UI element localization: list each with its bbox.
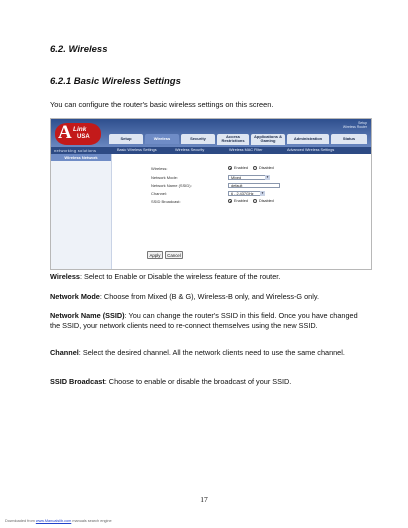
subsection-heading: 6.2.1 Basic Wireless Settings [50, 76, 181, 87]
tab-wireless[interactable]: Wireless [145, 134, 179, 144]
ssid-label: Network Name (SSID): [151, 183, 192, 188]
paragraph-network-mode: Network Mode: Choose from Mixed (B & G), Wireless-B only, and Wireless-G only. [50, 292, 319, 301]
download-footer: Downloaded from www.Manualslib.com manuals search engine [5, 519, 112, 523]
chevron-down-icon[interactable]: ▾ [266, 174, 269, 179]
wireless-enabled-radio[interactable] [228, 166, 232, 170]
channel-select[interactable]: 6 - 2.437GHz [228, 191, 264, 197]
subtab-basic-wireless[interactable]: Basic Wireless Settings [117, 148, 157, 152]
brand-logo: A Link USA [55, 123, 101, 145]
apply-button[interactable]: Apply [147, 251, 163, 259]
tab-administration[interactable]: Administration [287, 134, 329, 144]
tab-security[interactable]: Security [181, 134, 215, 144]
wireless-enabled-label: Enabled [234, 166, 248, 170]
wireless-disabled-radio[interactable] [253, 166, 257, 170]
tab-applications-gaming[interactable]: Applications & Gaming [251, 134, 285, 145]
paragraph-ssid-broadcast: SSID Broadcast: Choose to enable or disable the broadcast of your SSID. [50, 377, 292, 386]
intro-text: You can configure the router's basic wireless settings on this screen. [50, 100, 274, 109]
ssid-input[interactable]: default [228, 183, 280, 189]
paragraph-channel: Channel: Select the desired channel. All the network clients need to use the same channel. [50, 348, 345, 357]
brand-tagline: networking solutions [54, 148, 97, 153]
broadcast-disabled-radio[interactable] [253, 199, 257, 203]
chevron-down-icon[interactable]: ▾ [261, 190, 264, 195]
channel-label: Channel: [151, 191, 168, 196]
broadcast-enabled-radio[interactable] [228, 199, 232, 203]
broadcast-enabled-label: Enabled [234, 199, 248, 203]
router-model-note: Setup Wireless Router [342, 121, 367, 129]
subtab-advanced-wireless[interactable]: Advanced Wireless Settings [287, 148, 335, 152]
settings-sidebar [51, 154, 112, 269]
tab-status[interactable]: Status [331, 134, 367, 144]
manualslib-link[interactable]: www.Manualslib.com [35, 519, 72, 523]
section-heading: 6.2. Wireless [50, 44, 108, 55]
tab-access-restrictions[interactable]: Access Restrictions [217, 134, 249, 145]
paragraph-ssid: Network Name (SSID): You can change the router's SSID in this field. Once you have changed the SSID, your network clients need to re-connect themselves using the new SSID. [50, 311, 358, 330]
paragraph-wireless: Wireless: Select to Enable or Disable the wireless feature of the router. [50, 272, 281, 281]
router-settings-screenshot [50, 118, 372, 270]
page-number: 17 [200, 495, 208, 504]
wireless-disabled-label: Disabled [259, 166, 274, 170]
tab-setup[interactable]: Setup [109, 134, 143, 144]
sidebar-item-wireless-network: Wireless Network [51, 154, 111, 161]
wireless-label: Wireless: [151, 166, 168, 171]
network-mode-select[interactable]: Mixed [228, 175, 270, 181]
network-mode-label: Network Mode: [151, 175, 178, 180]
subtab-wireless-security[interactable]: Wireless Security [175, 148, 205, 152]
broadcast-disabled-label: Disabled [259, 199, 274, 203]
subtab-wireless-mac-filter[interactable]: Wireless MAC Filter [229, 148, 263, 152]
ssid-broadcast-label: SSID Broadcast: [151, 199, 181, 204]
cancel-button[interactable]: Cancel [165, 251, 183, 259]
